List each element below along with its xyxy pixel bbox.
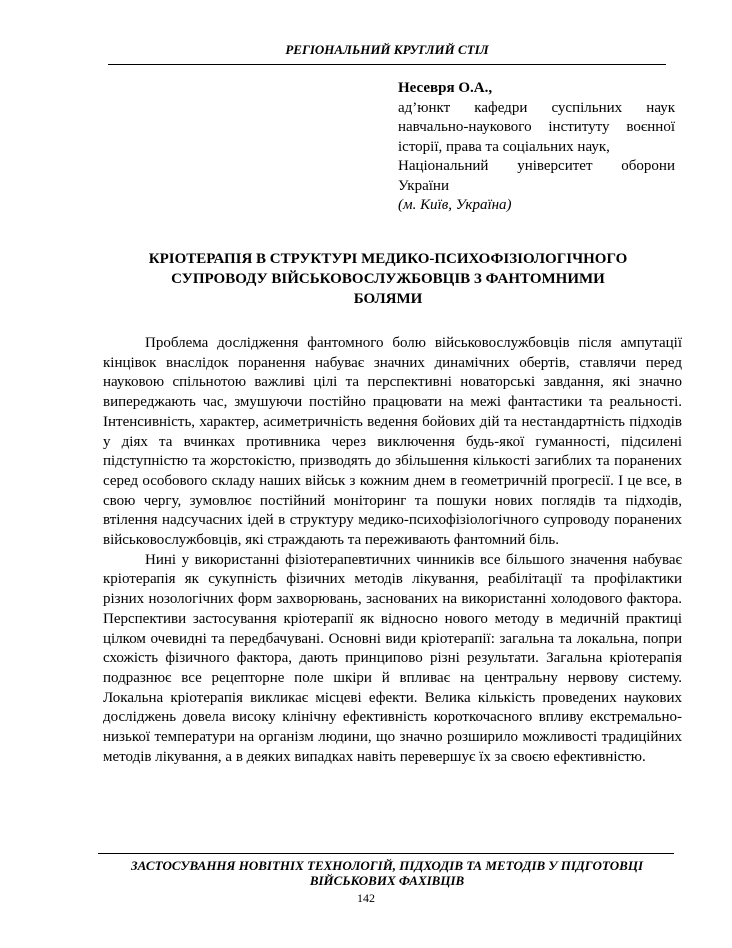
paper-title xyxy=(118,249,658,309)
paragraph: Проблема дослідження фантомного болю військовослужбовців після ампутації кінцівок внаслідок поранення набуває значних динамічних обертів, ставлячи перед науковою спільнотою важливі цілі та перспективні новаторські завдання, які значно випереджають час, змушуючи постійно працювати на межі фантастики та реальності. Інтенсивність, характер, асиметричність ведення бойових дій та нестандартність підходів у діях та вчинках противника через виключення будь-якої гуманності, підсилені підступністю та жорстокістю, призводять до збільшення кількості загиблих та поранених серед особового складу наших військ з кожним днем в геометричній прогресії. І це все, в свою чергу, зумовлює постійний моніторинг та пошуки нових поглядів та підходів, втілення надсучасних ідей в структуру медико-психофізіологічного супроводу поранених військовослужбовців, які страждають та переживають фантомний біль. xyxy=(103,335,682,549)
title-line: БОЛЯМИ xyxy=(353,291,423,307)
author-affiliation: ад’юнкт кафедри суспільних наук навчально-наукового інституту воєнної історії, права та соціальних наук, xyxy=(398,99,675,155)
running-footer: ЗАСТОСУВАННЯ НОВІТНІХ ТЕХНОЛОГІЙ, ПІДХОДІВ ТА МЕТОДІВ У ПІДГОТОВЦІ ВІЙСЬКОВИХ ФАХІВЦІВ xyxy=(130,858,644,888)
paragraph: Нині у використанні фізіотерапевтичних чинників все більшого значення набуває кріотерапія як сукупність фізичних методів лікування, реабілітації та профілактики різних нозологічних форм захворювань, заснованих на використанні холодового фактора. Перспективи застосування кріотерапії як відносно нового методу в медичній практиці цілком очевидні та передбачувані. Основні види кріотерапії: загальна та локальна, попри схожість фізичного фактора, дають принципово різні результати. Загальна кріотерапія подразнює все рецепторне поле шкіри й впливає на центральну нервову систему. Локальна кріотерапія викликає місцеві ефекти. Велика кількість проведених наукових досліджень довела високу клінічну ефективність короткочасного впливу екстремально-низької температури на організм людини, що значно розширило можливості традиційних методів лікування, а в деяких випадках навіть перевершує їх за своєю ефективністю. xyxy=(103,551,682,765)
title-line: КРІОТЕРАПІЯ В СТРУКТУРІ МЕДИКО-ПСИХОФІЗІОЛОГІЧНОГО xyxy=(148,251,628,267)
header-rule xyxy=(108,64,666,65)
author-university: Національний університет оборони України xyxy=(398,158,675,194)
body-text xyxy=(103,334,682,767)
title-line: СУПРОВОДУ ВІЙСЬКОВОСЛУЖБОВЦІВ З ФАНТОМНИМИ xyxy=(171,271,605,287)
running-header: РЕГІОНАЛЬНИЙ КРУГЛИЙ СТІЛ xyxy=(285,42,489,57)
author-block xyxy=(398,79,675,216)
author-location: (м. Київ, Україна) xyxy=(398,197,512,213)
page-number: 142 xyxy=(357,891,375,905)
footer-rule xyxy=(98,853,674,854)
author-name: Несевря О.А., xyxy=(398,80,493,96)
